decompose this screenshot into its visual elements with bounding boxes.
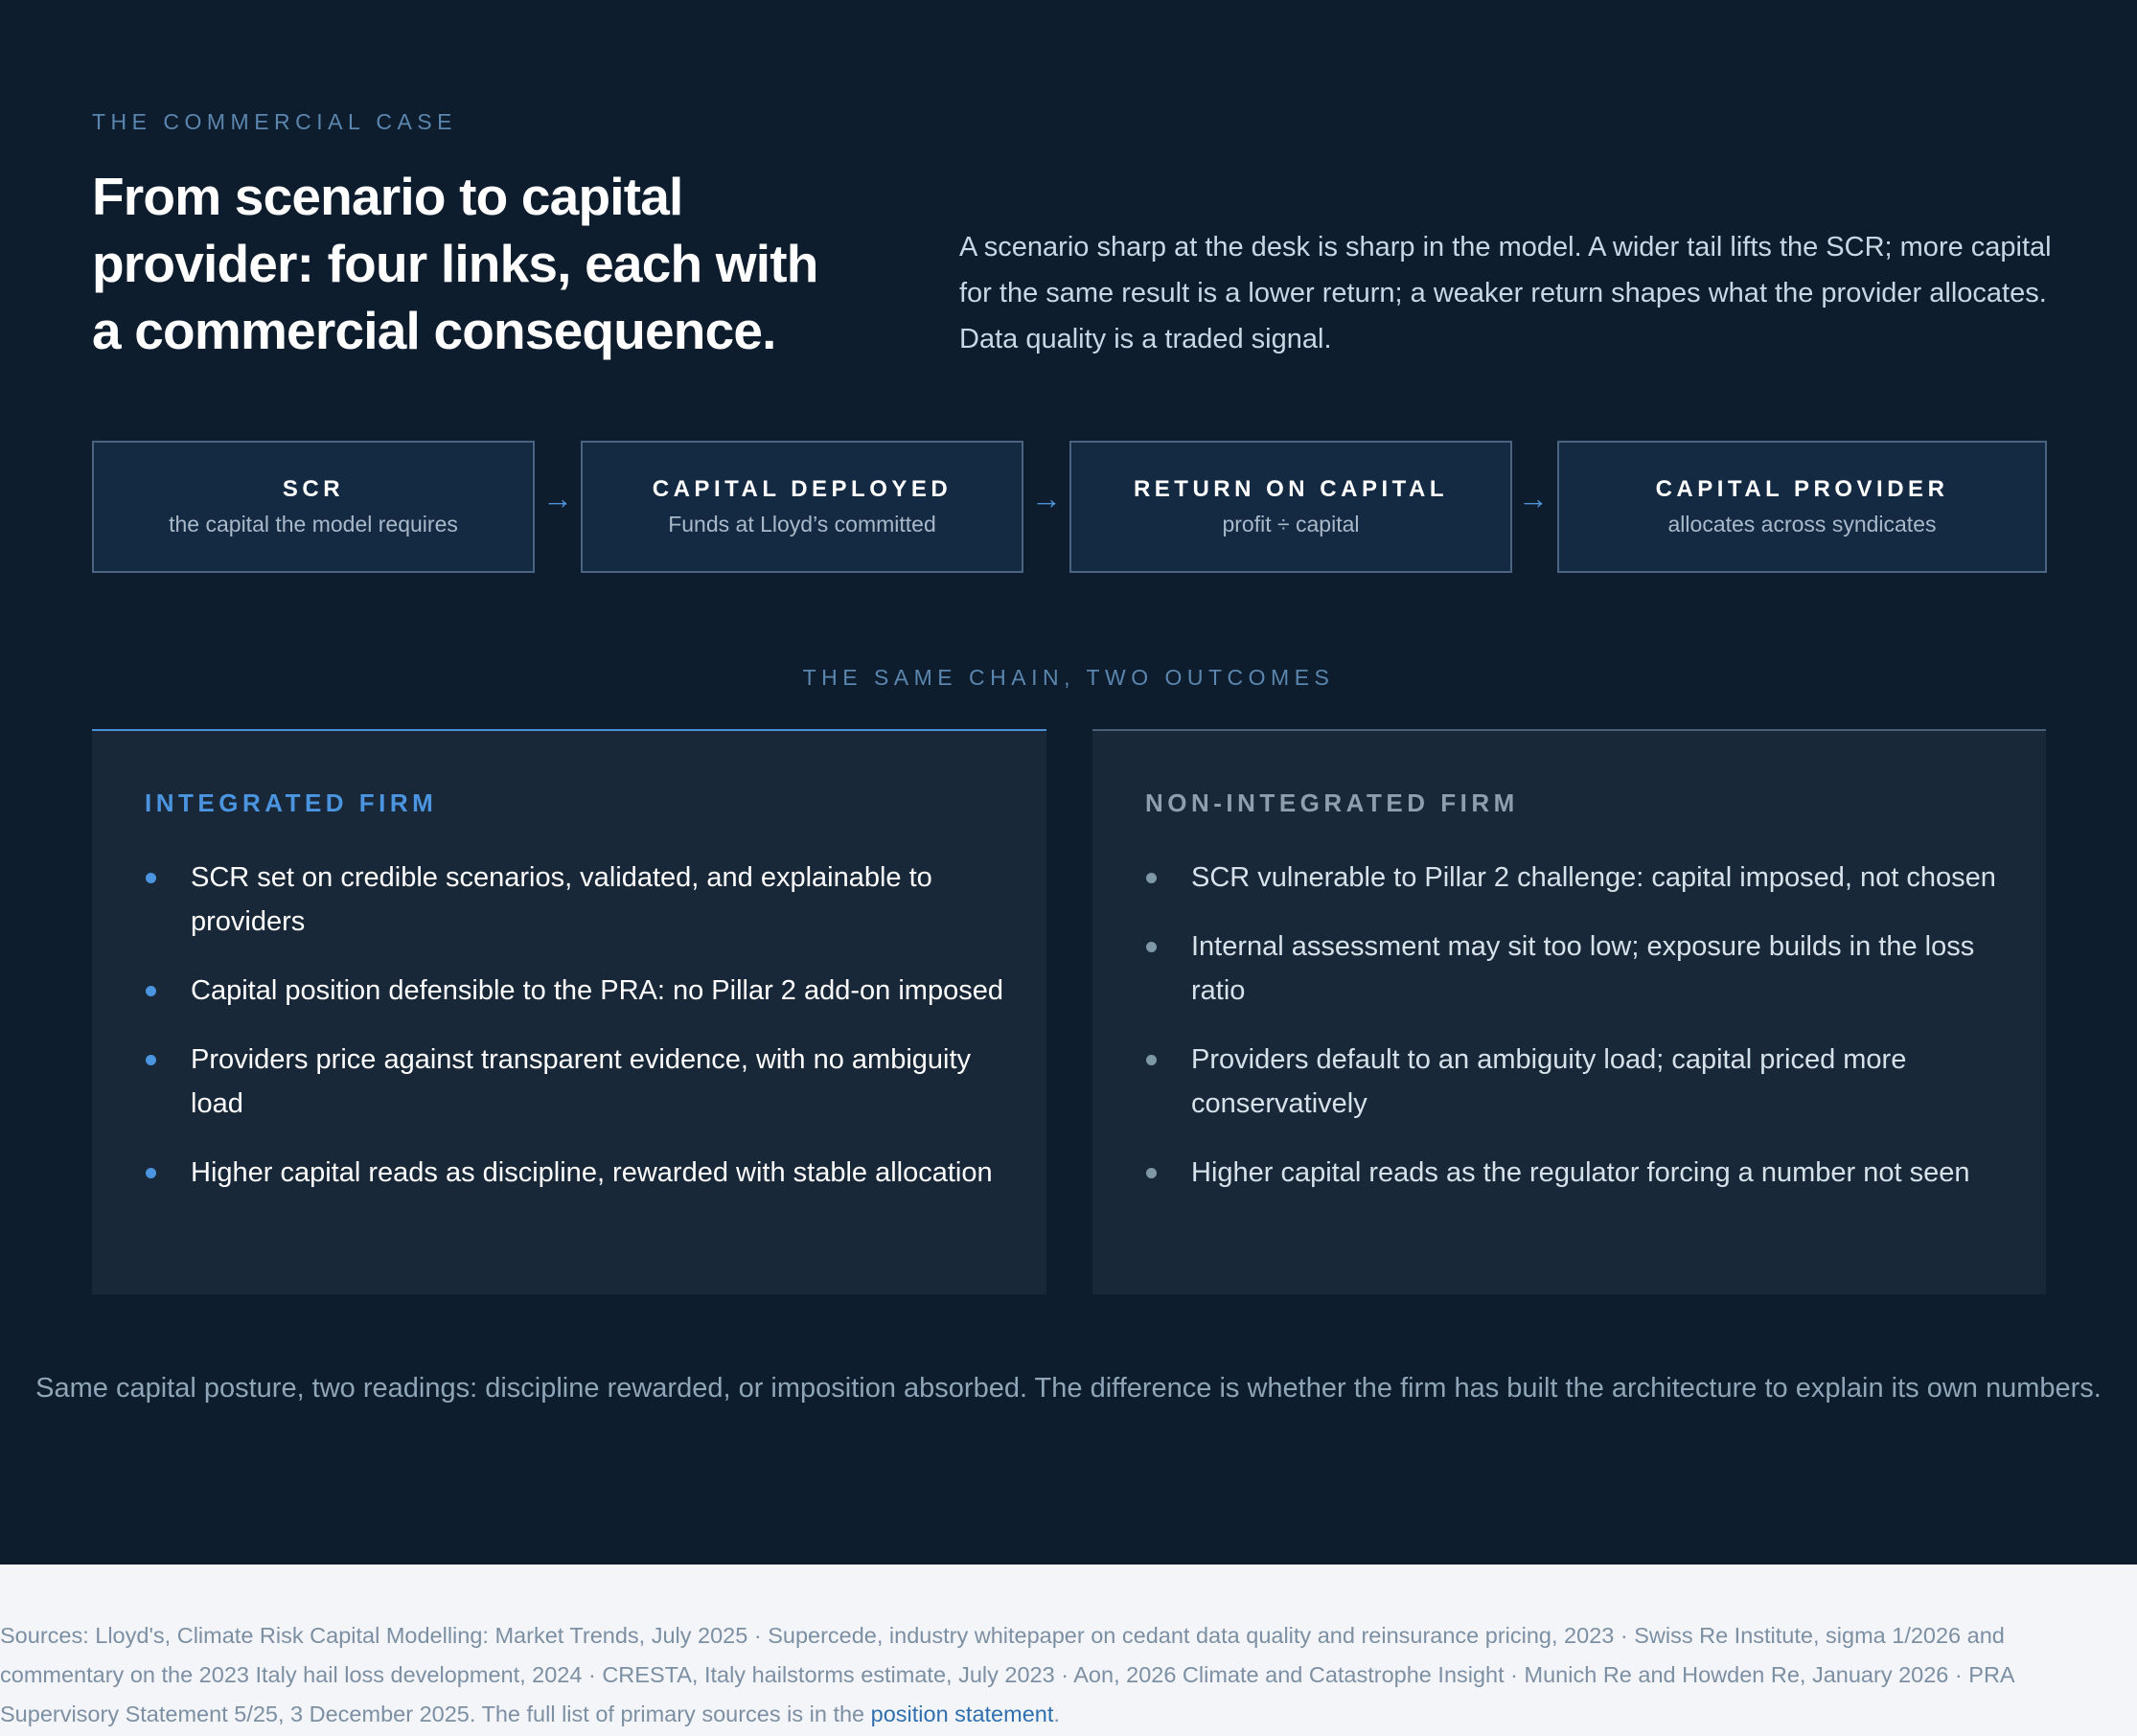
list-item — [1145, 925, 2008, 1013]
bullet-dot-icon — [1146, 942, 1157, 952]
list-item-text: Internal assessment may sit too low; exposure builds in the loss ratio — [1191, 931, 1975, 1006]
sources-paragraph — [0, 1616, 2132, 1734]
lede-paragraph: A scenario sharp at the desk is sharp in the model. A wider tail lifts the SCR; more capital for the same result is a lower return; a weaker return shapes what the provider allocates. Data quality is a traded signal. — [959, 232, 2052, 354]
bullet-dot-icon — [146, 1055, 156, 1065]
closing-text: Same capital posture, two readings: discipline rewarded, or imposition absorbed. The difference is whether the firm has built the architecture to explain its own numbers. — [35, 1373, 2102, 1404]
arrow-right-icon: → — [542, 481, 573, 515]
bullet-list — [1145, 856, 2008, 1220]
integrated-firm-panel — [92, 729, 1046, 1294]
list-item — [145, 856, 1008, 944]
bullet-list — [145, 856, 1008, 1220]
panel-title: INTEGRATED FIRM — [145, 788, 438, 817]
list-item-text: SCR vulnerable to Pillar 2 challenge: capital imposed, not chosen — [1191, 862, 1996, 893]
page-title: From scenario to capital provider: four links, each with a commercial consequence. — [92, 167, 818, 360]
chain-node-scr — [92, 441, 535, 573]
chain-node-return-on-capital — [1069, 441, 1512, 573]
list-item — [145, 1038, 1008, 1126]
list-item — [1145, 1038, 2008, 1126]
bullet-dot-icon — [1146, 873, 1157, 883]
bullet-dot-icon — [146, 986, 156, 996]
chain-node-subtitle: allocates across syndicates — [1667, 512, 1937, 537]
list-item — [1145, 1151, 2008, 1195]
list-item — [145, 1151, 1008, 1195]
capital-chain-diagram — [92, 441, 2047, 573]
bullet-dot-icon — [1146, 1055, 1157, 1065]
chain-node-capital-deployed — [581, 441, 1023, 573]
chain-node-title: CAPITAL DEPLOYED — [652, 476, 953, 502]
chain-node-title: CAPITAL PROVIDER — [1655, 476, 1949, 502]
arrow-right-icon: → — [1031, 481, 1062, 515]
section-eyebrow: THE COMMERCIAL CASE — [92, 109, 457, 134]
list-item-text: Higher capital reads as the regulator forcing a number not seen — [1191, 1157, 1970, 1188]
chain-node-capital-provider — [1557, 441, 2047, 573]
list-item-text: SCR set on credible scenarios, validated, and explainable to providers — [191, 862, 932, 937]
sources-footer — [0, 1565, 2137, 1736]
sources-text: Sources: Lloyd's, Climate Risk Capital Modelling: Market Trends, July 2025 · Supercede, industry whitepaper on cedant data quality and reinsurance pricing, 2023 · Swiss Re Institute, sigma 1/2026 and commentary on the 2023 Italy hail loss development, 2024 · CRESTA, Italy hailstorms estimate, July 2023 · Aon, 2026 Climate and Catastrophe Insight · Munich Re and Howden Re, January 2026 · PRA Supervisory Statement 5/25, 3 December 2025. The full list of primary sources is in the — [0, 1623, 2014, 1726]
bullet-dot-icon — [146, 873, 156, 883]
list-item-text: Higher capital reads as discipline, rewarded with stable allocation — [191, 1157, 993, 1188]
position-statement-link[interactable]: position statement — [870, 1702, 1054, 1726]
sources-end: . — [1053, 1702, 1060, 1726]
comparison-label: THE SAME CHAIN, TWO OUTCOMES — [802, 665, 1335, 690]
chain-node-title: SCR — [282, 476, 345, 502]
panel-title: NON-INTEGRATED FIRM — [1145, 788, 1519, 817]
list-item-text: Capital position defensible to the PRA: no Pillar 2 add-on imposed — [191, 975, 1003, 1006]
chain-node-title: RETURN ON CAPITAL — [1133, 476, 1449, 502]
non-integrated-firm-panel — [1092, 729, 2046, 1294]
bullet-dot-icon — [146, 1168, 156, 1178]
list-item-text: Providers default to an ambiguity load; capital priced more conservatively — [1191, 1044, 1907, 1119]
chain-node-subtitle: profit ÷ capital — [1222, 512, 1360, 537]
chain-node-subtitle: the capital the model requires — [169, 512, 458, 537]
list-item-text: Providers price against transparent evidence, with no ambiguity load — [191, 1044, 972, 1119]
bullet-dot-icon — [1146, 1168, 1157, 1178]
list-item — [1145, 856, 2008, 900]
arrow-right-icon: → — [1518, 481, 1549, 515]
closing-statement — [0, 1365, 2137, 1411]
chain-node-subtitle: Funds at Lloyd’s committed — [668, 512, 936, 537]
list-item — [145, 969, 1008, 1013]
